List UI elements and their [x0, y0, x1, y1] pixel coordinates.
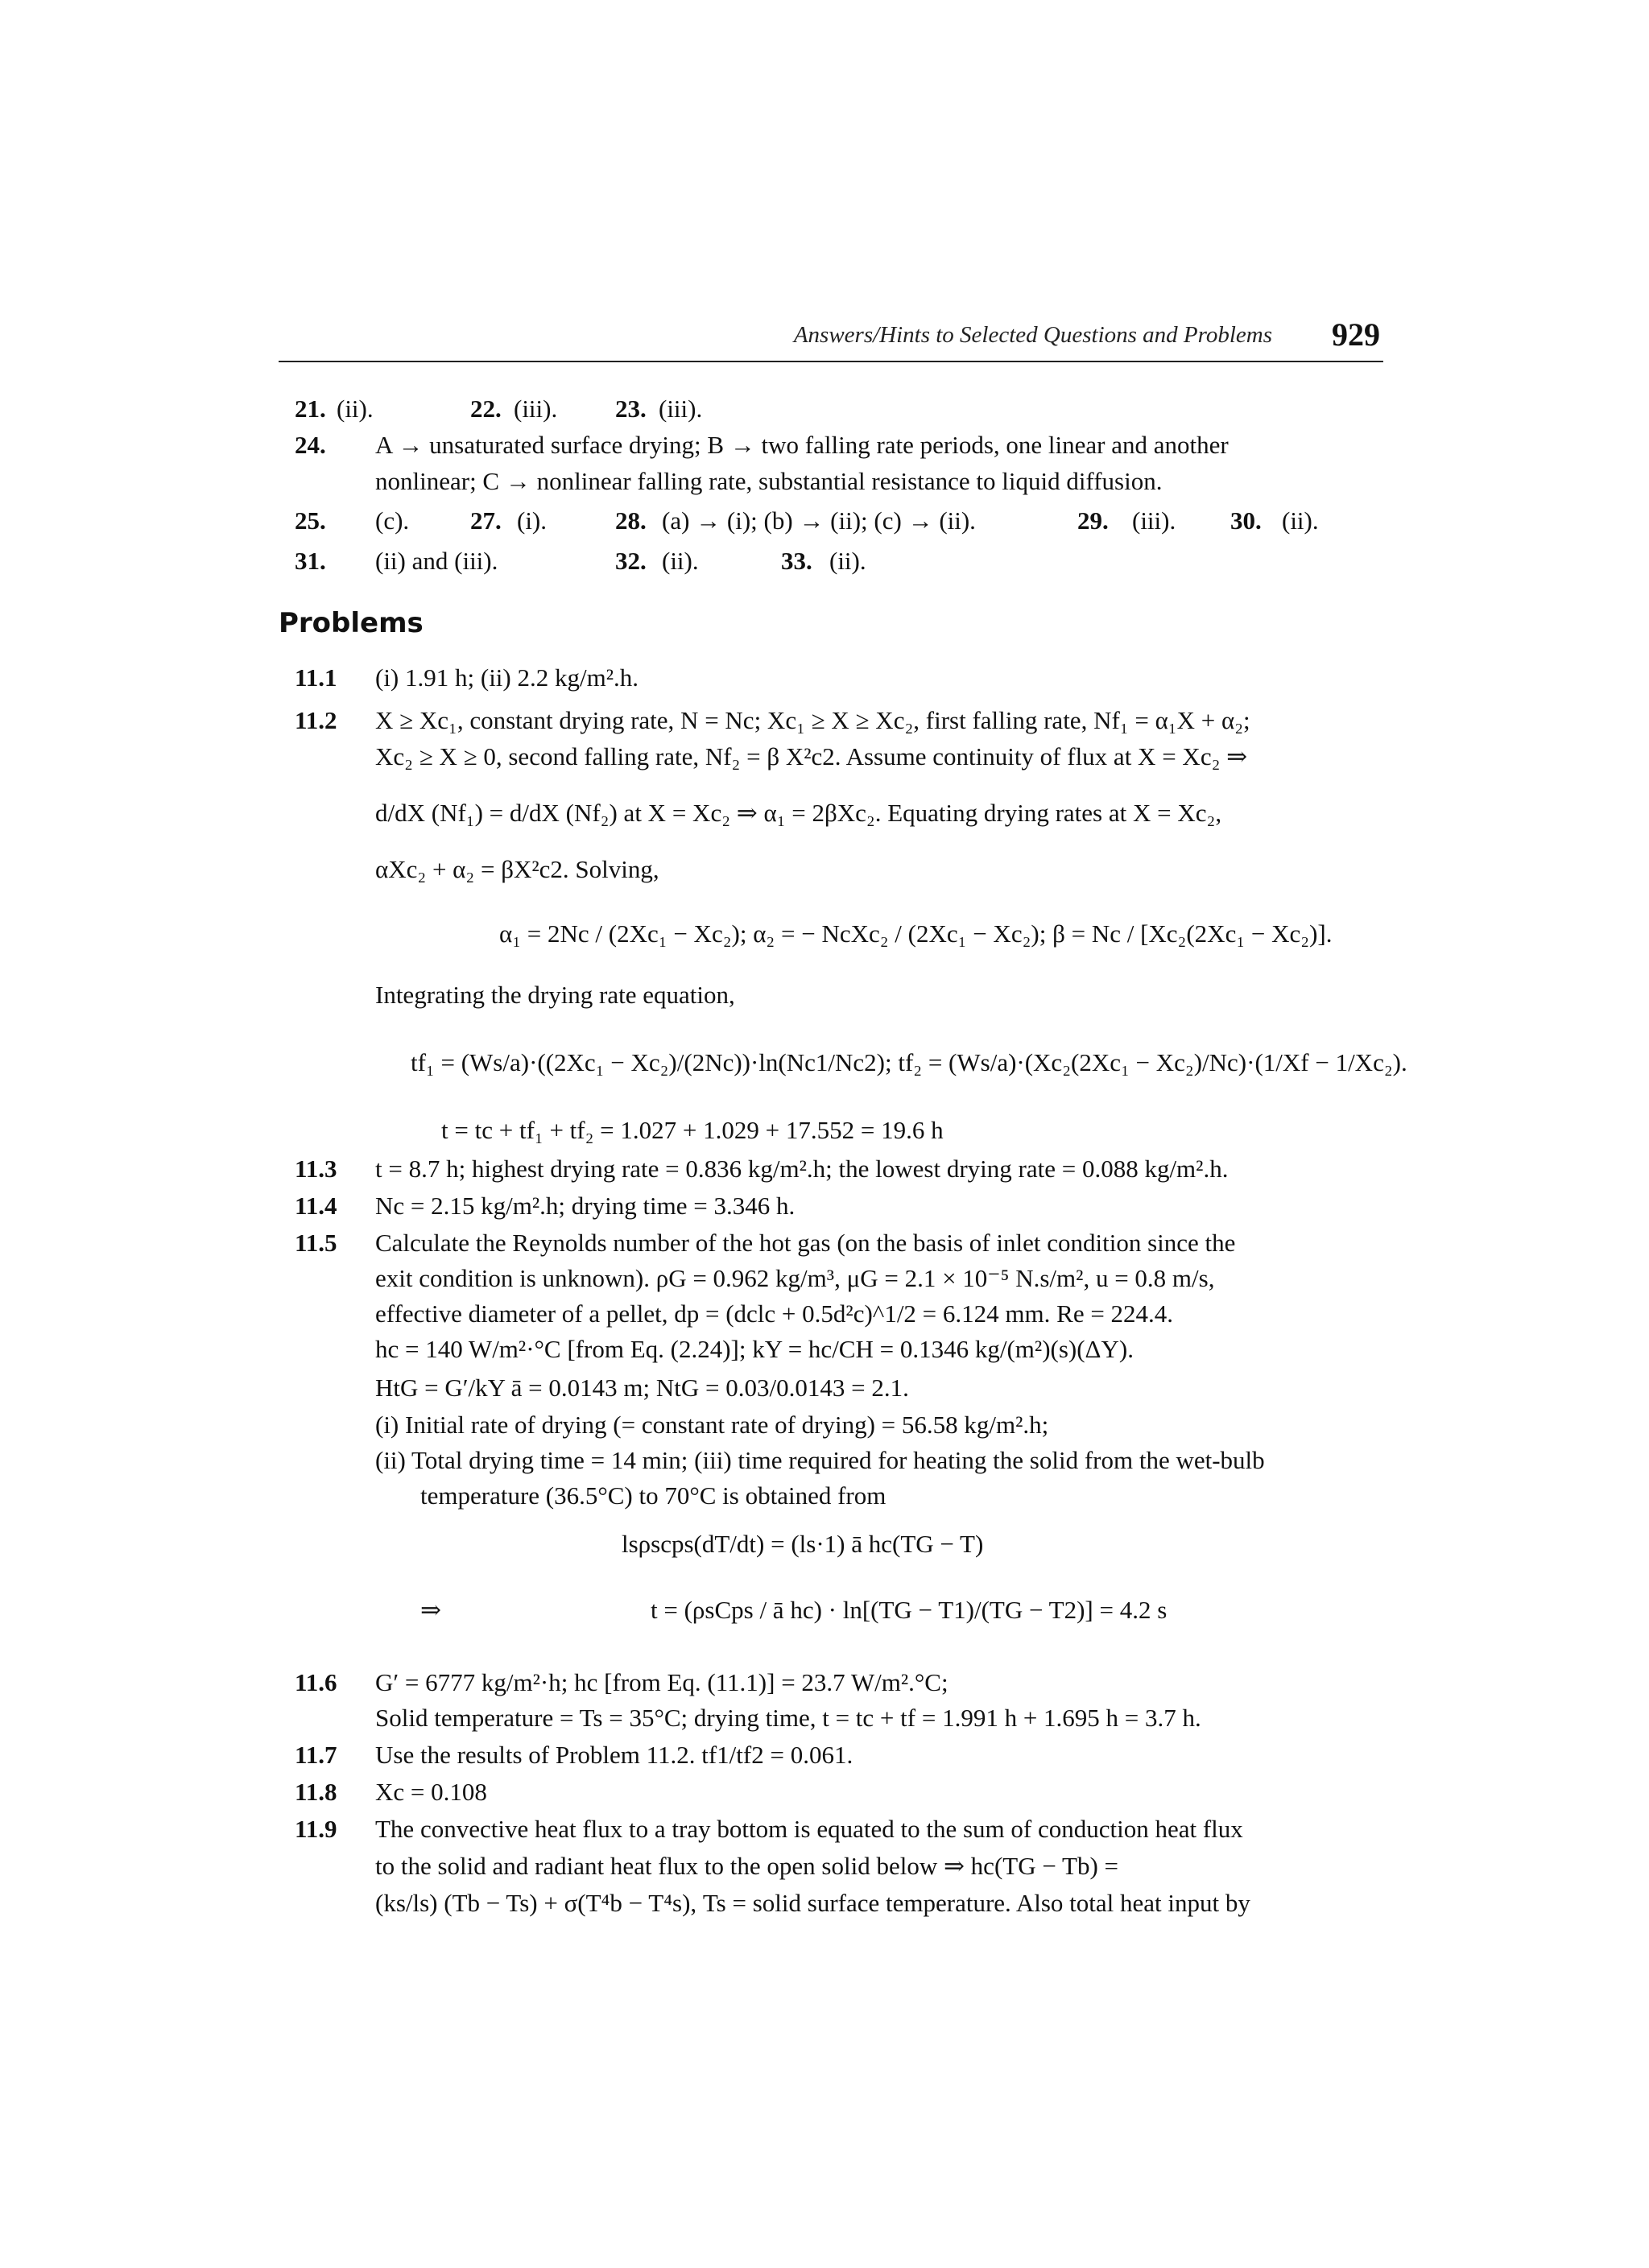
q23-answer: (iii).	[659, 395, 703, 423]
running-header: Answers/Hints to Selected Questions and Problems	[793, 322, 1272, 348]
q32-number: 32.	[615, 547, 647, 575]
problem-11-5-equation-energy: lsρscps(dT/dt) = (ls·1) ā hc(TG − T)	[622, 1530, 984, 1558]
q27-number: 27.	[470, 506, 502, 535]
problem-number: 11.8	[295, 1778, 337, 1806]
q29-answer: (iii).	[1132, 506, 1176, 535]
problem-11-5-line3: effective diameter of a pellet, dp = (dclc + 0.5d²c)^1/2 = 6.124 mm. Re = 224.4.	[375, 1299, 1174, 1328]
problem-11-5-line5: HtG = G′/kY ā = 0.0143 m; NtG = 0.03/0.0143 = 2.1.	[375, 1374, 909, 1402]
problem-text: X ≥ Xc₁, constant drying rate, N = Nc; Xc₁ ≥ X ≥ Xc₂, first falling rate, Nf₁ = α₁X + α₂;	[375, 706, 1250, 734]
problem-text: The convective heat flux to a tray bottom is equated to the sum of conduction heat flux	[375, 1815, 1243, 1843]
page-number: 929	[1332, 316, 1380, 353]
problem-11-2-equation-alphas: α₁ = 2Nc / (2Xc₁ − Xc₂); α₂ = − NcXc₂ / (2Xc₁ − Xc₂); β = Nc / [Xc₂(2Xc₁ − Xc₂)].	[499, 919, 1333, 948]
problem-number: 11.6	[295, 1668, 337, 1696]
q28-answer: (a) → (i); (b) → (ii); (c) → (ii).	[662, 506, 976, 535]
problem-number: 11.3	[295, 1155, 337, 1183]
problem-11-6-line2: Solid temperature = Ts = 35°C; drying time, t = tc + tf = 1.991 h + 1.695 h = 3.7 h.	[375, 1704, 1201, 1732]
q21-number: 21.	[295, 395, 326, 423]
problem-number: 11.4	[295, 1192, 337, 1220]
problem-11-2-equation-times: tf₁ = (Ws/a)·((2Xc₁ − Xc₂)/(2Nc))·ln(Nc1/Nc2); tf₂ = (Ws/a)·(Xc₂(2Xc₁ − Xc₂)/Nc)·(1/Xf − 1/Xc₂).	[411, 1048, 1407, 1076]
q28-number: 28.	[615, 506, 647, 535]
q31-answer: (ii) and (iii).	[375, 547, 498, 575]
problem-number: 11.9	[295, 1815, 337, 1843]
problem-answer: Nc = 2.15 kg/m².h; drying time = 3.346 h.	[375, 1192, 796, 1220]
q23-number: 23.	[615, 395, 647, 423]
problem-11-9-line3: (ks/ls) (Tb − Ts) + σ(T⁴b − T⁴s), Ts = solid surface temperature. Also total heat input by	[375, 1889, 1250, 1917]
q22-answer: (iii).	[514, 395, 558, 423]
q22-number: 22.	[470, 395, 502, 423]
problem-11-2-equation-total: t = tc + tf₁ + tf₂ = 1.027 + 1.029 + 17.552 = 19.6 h	[441, 1116, 944, 1144]
problem-11-5-item-ii-cont: temperature (36.5°C) to 70°C is obtained from	[420, 1481, 886, 1510]
problem-11-2-line3: d/dX (Nf₁) = d/dX (Nf₂) at X = Xc₂ ⇒ α₁ = 2βXc₂. Equating drying rates at X = Xc₂,	[375, 799, 1222, 827]
q24-answer: A → unsaturated surface drying; B → two falling rate periods, one linear and another	[375, 431, 1229, 459]
problem-11-5-item-i: (i) Initial rate of drying (= constant rate of drying) = 56.58 kg/m².h;	[375, 1411, 1049, 1439]
problem-answer: Xc = 0.108	[375, 1778, 487, 1806]
problem-text: Calculate the Reynolds number of the hot gas (on the basis of inlet condition since the	[375, 1229, 1236, 1257]
q33-number: 33.	[781, 547, 812, 575]
problem-number: 11.2	[295, 706, 337, 734]
q27-answer: (i).	[517, 506, 548, 535]
section-heading-problems: Problems	[279, 607, 424, 639]
q25-answer: (c).	[375, 506, 410, 535]
header-rule	[279, 361, 1383, 362]
problem-11-5-equation-time: t = (ρsCps / ā hc) · ln[(TG − T1)/(TG − T2)] = 4.2 s	[651, 1596, 1168, 1624]
q24-answer-cont: nonlinear; C → nonlinear falling rate, substantial resistance to liquid diffusion.	[375, 467, 1163, 495]
q31-number: 31.	[295, 547, 326, 575]
problem-answer: t = 8.7 h; highest drying rate = 0.836 kg/m².h; the lowest drying rate = 0.088 kg/m².h.	[375, 1155, 1229, 1183]
problem-11-5-item-ii: (ii) Total drying time = 14 min; (iii) time required for heating the solid from the wet-bulb	[375, 1446, 1265, 1474]
q30-answer: (ii).	[1282, 506, 1319, 535]
q24-number: 24.	[295, 431, 326, 459]
problem-number: 11.5	[295, 1229, 337, 1257]
problem-number: 11.7	[295, 1741, 337, 1769]
problem-text: G′ = 6777 kg/m²·h; hc [from Eq. (11.1)] = 23.7 W/m².°C;	[375, 1668, 948, 1696]
q32-answer: (ii).	[662, 547, 699, 575]
q29-number: 29.	[1077, 506, 1109, 535]
problem-11-2-line4: αXc₂ + α₂ = βX²c2. Solving,	[375, 855, 659, 883]
q25-number: 25.	[295, 506, 326, 535]
problem-11-5-line4: hc = 140 W/m²·°C [from Eq. (2.24)]; kY = hc/CH = 0.1346 kg/(m²)(s)(ΔY).	[375, 1335, 1134, 1363]
problem-11-2-line2: Xc₂ ≥ X ≥ 0, second falling rate, Nf₂ = β X²c2. Assume continuity of flux at X = Xc₂ ⇒	[375, 742, 1248, 770]
problem-answer: (i) 1.91 h; (ii) 2.2 kg/m².h.	[375, 663, 639, 692]
q21-answer: (ii).	[337, 395, 374, 423]
problem-11-5-line2: exit condition is unknown). ρG = 0.962 kg/m³, μG = 2.1 × 10⁻⁵ N.s/m², u = 0.8 m/s,	[375, 1264, 1215, 1292]
problem-11-5-implies-arrow: ⇒	[420, 1596, 441, 1624]
problem-11-2-line5: Integrating the drying rate equation,	[375, 981, 735, 1009]
problem-answer: Use the results of Problem 11.2. tf1/tf2 = 0.061.	[375, 1741, 853, 1769]
problem-11-9-line2: to the solid and radiant heat flux to the open solid below ⇒ hc(TG − Tb) =	[375, 1852, 1119, 1880]
q33-answer: (ii).	[829, 547, 866, 575]
q30-number: 30.	[1230, 506, 1262, 535]
problem-number: 11.1	[295, 663, 337, 692]
